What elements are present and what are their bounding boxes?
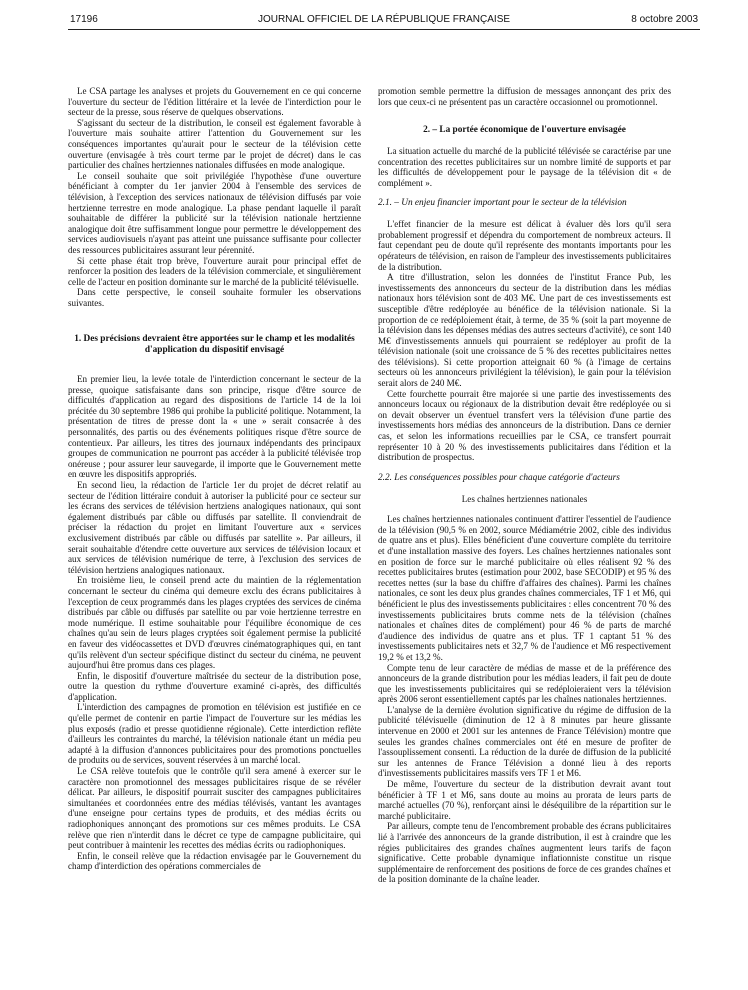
paragraph: S'agissant du secteur de la distribution, le conseil est également favorable à l'ouverture mais souhaite attirer l'attention du Gouvernement sur les conséquences importantes qu'aurait pour le secteur de la télévision cette ouverture (envisagée à très court terme par le projet de décret) dans le cas particulier des chaînes hertziennes nationales diffusées en mode analogique. — [68, 117, 361, 171]
paragraph: L'analyse de la dernière évolution significative du régime de diffusion de la publicité télévisuelle (diminution de 12 à 8 minutes par heure glissante intervenue en 2000 et 2001 sur les antennes de France Télévision) montre que seules les grandes chaînes commerciales ont été en mesure de profiter de l'assouplissement consenti. La réduction de la durée de diffusion de la publicité sur les antennes de France Télévision a donné lieu à des reports d'investissements publicitaires massifs vers TF 1 et M6. — [378, 704, 671, 779]
paragraph: L'interdiction des campagnes de promotion en télévision est justifiée en ce qu'elle permet de contenir en partie l'impact de l'ouverture sur les médias les plus exposés (radio et presse quotidienne régionale). Cette interdiction reflète d'ailleurs les contraintes du marché, la télévision nationale étant un média peu adapté à la diffusion d'annonces publicitaires pour des promotions ponctuelles de produits ou de services, souvent réservées à un marché local. — [68, 702, 361, 766]
paragraph: De même, l'ouverture du secteur de la distribution devrait avant tout bénéficier à TF 1 et M6, sans doute au moins au prorata de leurs parts de marché actuelles (70 %), renforçant ainsi le déséquilibre de la répartition sur le marché publicitaire. — [378, 779, 671, 821]
paragraph: Compte tenu de leur caractère de médias de masse et de la préférence des annonceurs de la grande distribution pour les médias leaders, il fait peu de doute que les investissements publicitaires qui se redéploieraient vers la télévision après 2006 seront essentiellement captés par les chaînes nationales hertziennes. — [378, 662, 671, 705]
paragraph: Enfin, le conseil relève que la rédaction envisagée par le Gouvernement du champ d'interdiction des opérations commerciales de — [68, 850, 361, 872]
subsection-heading-2-1: 2.1. – Un enjeu financier important pour le secteur de la télévision — [378, 198, 627, 209]
paragraph: Dans cette perspective, le conseil souhaite formuler les observations suivantes. — [68, 287, 361, 308]
section-heading-1: 1. Des précisions devraient être apportées sur le champ et les modalités d'application du dispositif envisagé — [74, 334, 355, 356]
page-number: 17196 — [70, 14, 98, 25]
subheading-chaines: Les chaînes hertziennes nationales — [461, 493, 588, 504]
paragraph: promotion semble permettre la diffusion de messages annonçant des prix des lors que ceux-ci ne présentent pas un caractère occasionnel ou promotionnel. — [378, 86, 671, 107]
paragraph: Le conseil souhaite que soit privilégiée l'hypothèse d'une ouverture bénéficiant à compter du 1er janvier 2004 à l'ensemble des services de télévision, à l'exception des services nationaux de télévision diffusés par voie hertzienne terrestre en mode analogique. La phase pendant laquelle il paraît souhaitable de différer la publicité sur la télévision nationale hertzienne analogique doit être suffisamment longue pour permettre le développement des services audiovisuels n'ayant pas atteint une puissance suffisante pour collecter des ressources publicitaires assurant leur pérennité. — [68, 170, 361, 255]
paragraph: Le CSA relève toutefois que le contrôle qu'il sera amené à exercer sur le caractère non promotionnel des messages publicitaires risque de se révéler délicat. Par ailleurs, le dispositif pourrait susciter des campagnes publicitaires simultanées et coordonnées entre des médias télévisés, vantant les avantages d'une enseigne pour certains types de produits, et des médias écrits ou radiophoniques annonçant des promotions sur ces mêmes produits. Le CSA relève que rien n'interdit dans le décret ce type de campagne publicitaire, qui peut contribuer à maintenir les recettes des médias écrits ou radiophoniques. — [68, 766, 361, 851]
paragraph: Cette fourchette pourrait être majorée si une partie des investissements des annonceurs locaux ou régionaux de la distribution devait être redéployée ou si on devait observer un éventuel transfert vers la télévision d'une partie des investissements hors médias des annonceurs de la distribution. Dans ce dernier cas, et selon les informations recueillies par le CSA, ce transfert pourrait représenter 10 à 20 % des investissements publicitaires dans l'édition et la distribution de prospectus. — [378, 388, 671, 463]
paragraph: En second lieu, la rédaction de l'article 1er du projet de décret relatif au secteur de l'édition littéraire conduit à autoriser la publicité pour ce secteur sur les écrans des services de télévision hertziens analogiques nationaux, qui sont également distribués par câble ou diffusés par satellite. Il conviendrait de préciser la rédaction du projet en limitant l'ouverture aux « services exclusivement distribués par câble ou diffusés par satellite ». Par ailleurs, il serait souhaitable d'étendre cette ouverture aux services de télévision locaux et aux services de télévision numérique de terre, à l'exclusion des services de télévision hertziens analogiques nationaux. — [68, 480, 361, 575]
right-column — [378, 86, 671, 885]
paragraph: Par ailleurs, compte tenu de l'encombrement probable des écrans publicitaires lié à l'arrivée des annonceurs de la grande distribution, il est à craindre que les régies publicitaires des grandes chaînes augmentent leurs tarifs de façon significative. Cette probable dynamique inflationniste constitue un risque supplémentaire de renforcement des positions de force de ces grandes chaînes et de la position dominante de la chaîne leader. — [378, 821, 671, 885]
paragraph: Si cette phase était trop brève, l'ouverture aurait pour principal effet de renforcer la position des leaders de la télévision commerciale, et singulièrement celle de l'acteur en position dominante sur le marché de la publicité télévisuelle. — [68, 255, 361, 287]
paragraph: Les chaînes hertziennes nationales continuent d'attirer l'essentiel de l'audience de la télévision (90,5 % en 2002, source Médiamétrie 2002, cible des individus de quatre ans et plus). Elles bénéficient d'une couverture complète du territoire et d'une installation massive des foyers. Les chaînes hertziennes nationales sont en position de force sur le marché publicitaire où elles réalisent 92 % des recettes publicitaires brutes (estimation pour 2002, base SECODIP) et 95 % des recettes nettes (sur la base du chiffre d'affaires des chaînes). Parmi les chaînes nationales, ce sont les deux plus grandes chaînes commerciales, TF 1 et M6, qui bénéficient le plus des investissements publicitaires : elles concentrent 70 % des investissements publicitaires bruts comme nets de la télévision (chaînes nationales et chaînes dites de complément) pour 46 % de parts de marché d'audience des individus de quatre ans et plus. TF 1 captant 51 % des investissements publicitaires nets et 32,7 % de l'audience et M6 respectivement 19,2 % et 13,2 %. — [378, 514, 671, 662]
section-heading-2: 2. – La portée économique de l'ouverture envisagée — [423, 125, 626, 136]
paragraph: En troisième lieu, le conseil prend acte du maintien de la réglementation concernant le secteur du cinéma qui demeure exclu des écrans publicitaires à l'exception de ceux programmés dans les plages cryptées des services de cinéma distribués par câble ou diffusés par satellite ou par voie hertzienne terrestre en mode numérique. Il estime souhaitable pour l'équilibre économique de ces chaînes qu'au sein de leurs plages cryptées soit également permise la publicité en faveur des vidéocassettes et DVD d'œuvres cinématographiques qui, en tant qu'ils relèvent d'un secteur spécifique distinct du secteur du cinéma, ne peuvent aujourd'hui être promus dans ces plages. — [68, 575, 361, 671]
paragraph: Enfin, le dispositif d'ouverture maîtrisée du secteur de la distribution pose, outre la question du rythme d'ouverture examiné ci-après, des difficultés d'application. — [68, 670, 361, 702]
page-header — [70, 14, 698, 30]
subsection-heading-2-2: 2.2. Les conséquences possibles pour chaque catégorie d'acteurs — [378, 472, 620, 483]
header-rule — [68, 29, 700, 30]
paragraph: En premier lieu, la levée totale de l'interdiction concernant le secteur de la presse, quoique satisfaisante dans son principe, risque d'être source de difficultés d'application au regard des dispositions de l'article 14 de la loi précitée du 30 septembre 1986 qui prohibe la publicité politique. Notamment, la présentation de titres de presse dont la « une » serait consacrée à des personnalités, des partis ou des événements politiques risque d'être source de contentieux. Par ailleurs, les titres des journaux indépendants des principaux groupes de communication ne pourront pas accéder à la publicité télévisée trop onéreuse ; pour assurer leur sauvegarde, il importe que le Gouvernement mette en œuvre les dispositifs appropriés. — [68, 374, 361, 480]
paragraph: A titre d'illustration, selon les données de l'institut France Pub, les investissements des annonceurs du secteur de la distribution dans les médias nationaux hors télévision sont de 403 M€. Une part de ces investissements est susceptible d'être redéployée au bénéfice de la télévision nationale. Si la proportion de ce redéploiement était, à terme, de 35 % (soit la part moyenne de la télévision dans les dépenses médias des autres secteurs d'activité), ce sont 140 M€ d'investissements annuels qui pourraient se redéployer au profit de la télévision nationale (soit une croissance de 5 % des recettes publicitaires nettes des télévisions). Si cette proportion atteignait 60 % (à l'image de certains secteurs où les annonceurs privilégient la télévision), le gain pour la télévision serait alors de 240 M€. — [378, 272, 671, 389]
paragraph: Le CSA partage les analyses et projets du Gouvernement en ce qui concerne l'ouverture du secteur de l'édition littéraire et la levée de l'interdiction pour le secteur de la presse, sous réserve de quelques observations. — [68, 86, 361, 118]
journal-title: JOURNAL OFFICIEL DE LA RÉPUBLIQUE FRANÇAISE — [257, 14, 511, 25]
left-column — [68, 86, 361, 872]
issue-date: 8 octobre 2003 — [631, 14, 698, 25]
paragraph: L'effet financier de la mesure est délicat à évaluer dès lors qu'il sera probablement progressif et dépendra du comportement de nombreux acteurs. Il faut cependant peu de doute qu'il représente des montants importants pour les opérateurs de télévision, en raison de l'ampleur des investissements publicitaires de la distribution. — [378, 219, 671, 272]
paragraph: La situation actuelle du marché de la publicité télévisée se caractérise par une concentration des recettes publicitaires sur un nombre limité de supports et par les difficultés de développement pour le paysage de la télévision dit « de complément ». — [378, 145, 671, 188]
